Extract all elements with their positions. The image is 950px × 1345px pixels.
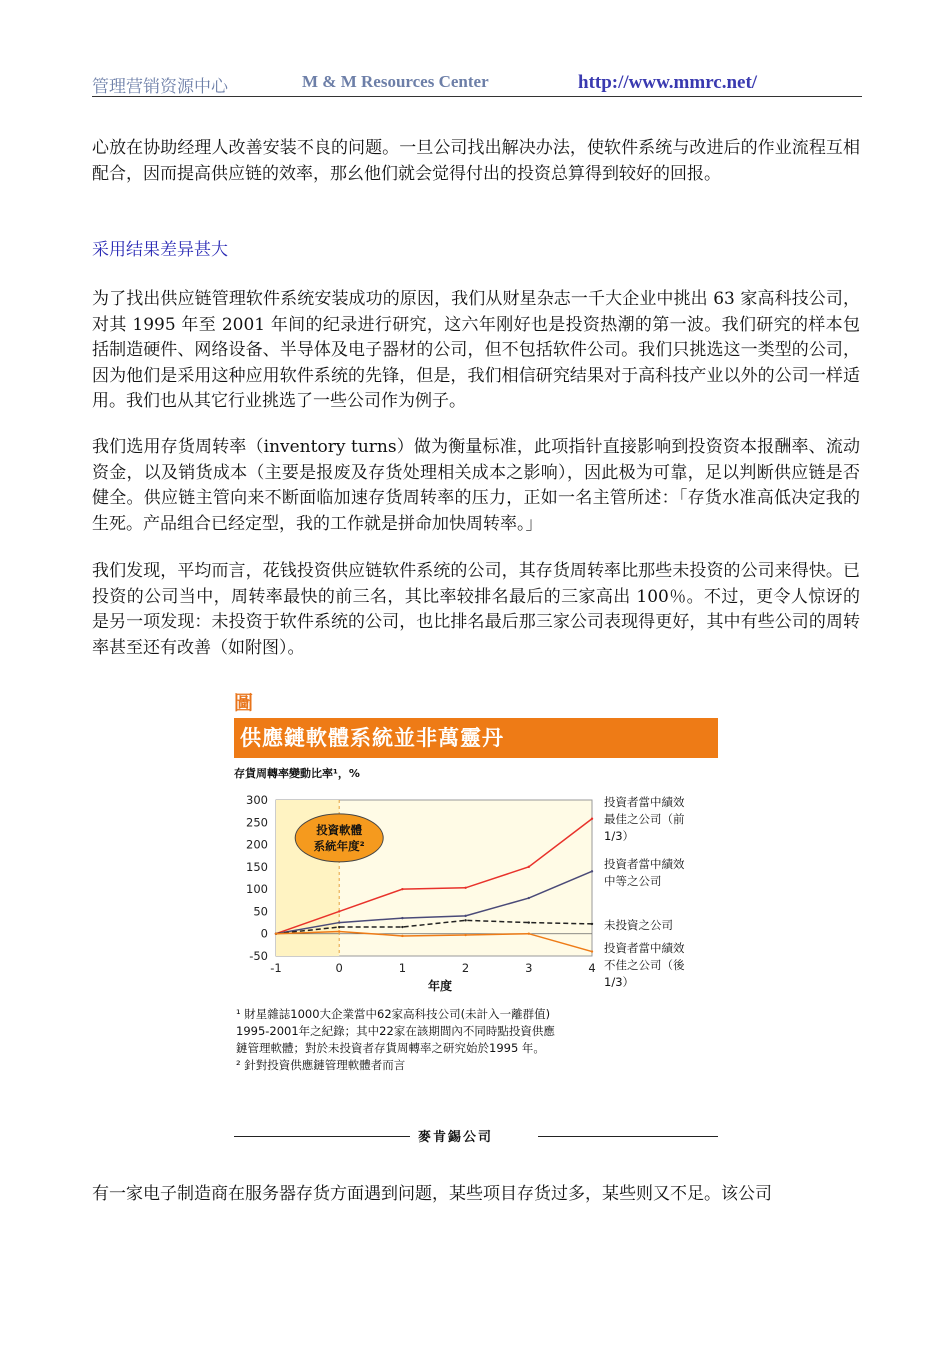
paragraph-5: 有一家电子制造商在服务器存货方面遇到问题，某些项目存货过多，某些则又不足。该公司 <box>92 1184 772 1204</box>
series-1-point <box>464 887 466 889</box>
x-axis-label: 年度 <box>427 979 453 993</box>
y-tick-label: 250 <box>246 815 268 830</box>
x-tick-label: 2 <box>461 961 470 975</box>
legend-label-4: 不佳之公司（後 <box>604 958 685 972</box>
series-4-point <box>401 935 403 937</box>
credit-rule-right <box>538 1136 718 1137</box>
figure-credit: 麥肯錫公司 <box>418 1130 494 1145</box>
header-cn-title: 管理营销资源中心 <box>92 77 228 97</box>
series-2-point <box>528 897 530 899</box>
footnote-line-2: 1995-2001年之紀錄；其中22家在該期間內不同時點投資供應 <box>236 1024 555 1038</box>
bubble-label-line-2: 系統年度² <box>313 838 365 853</box>
y-tick-label: 300 <box>246 793 268 807</box>
x-tick-label: 4 <box>588 961 596 975</box>
footnote-line-1: ¹ 財星雜誌1000大企業當中62家高科技公司(未計入一離群值) <box>236 1007 551 1021</box>
x-tick-label: -1 <box>270 961 282 975</box>
legend-label-4: 1/3） <box>604 975 635 989</box>
figure-banner <box>234 718 718 758</box>
series-2-point <box>591 870 593 872</box>
series-2-point <box>464 915 466 917</box>
paragraph-1: 心放在协助经理人改善安装不良的问题。一旦公司找出解决办法，使软件系统与改进后的作业流程互相配合，因而提高供应链的效率，那幺他们就会觉得付出的投资总算得到较好的回报。 <box>92 138 860 184</box>
paragraph-4: 我们发现，平均而言，花钱投资供应链软件系统的公司，其存货周转率比那些未投资的公司来得快。已投资的公司当中，周转率最快的前三名，其比率较排名最后的三家高出 100％。不过，更令人惊讶的是另一项发现：未投资于软件系统的公司，也比排名最后那三家公司表现得更好，其中有些公司的周转率甚至还有改善（如附图）。 <box>92 561 860 658</box>
x-tick-label: 0 <box>335 961 343 975</box>
series-4-point <box>591 950 593 952</box>
series-4-point <box>275 933 277 935</box>
header-en-title: M & M Resources Center <box>302 72 489 91</box>
series-2-point <box>401 917 403 919</box>
footnote-line-4: ² 針對投資供應鏈管理軟體者而言 <box>236 1058 406 1072</box>
y-tick-label: 50 <box>253 904 268 919</box>
legend-label-1: 投資者當中績效 <box>604 795 685 809</box>
line-chart <box>234 788 718 1018</box>
series-1-point <box>528 866 530 868</box>
series-3-point <box>464 919 466 921</box>
figure <box>234 688 718 1148</box>
y-tick-label: 100 <box>246 882 268 897</box>
series-1-point <box>401 888 403 890</box>
figure-subtitle: 存貨周轉率變動比率¹，% <box>234 767 360 780</box>
bubble-shape <box>295 814 383 862</box>
series-3-point <box>591 923 593 925</box>
x-tick-label: 3 <box>525 961 533 975</box>
series-2-point <box>338 921 340 923</box>
series-4-point <box>338 930 340 932</box>
figure-title: 供應鏈軟體系統並非萬靈丹 <box>240 726 504 750</box>
paragraph-3: 我们选用存货周转率（inventory turns）做为衡量标准，此项指针直接影响到投资资本报酬率、流动资金，以及销货成本（主要是报废及存货处理相关成本之影响），因此极为可靠，足以判断供应链是否健全。供应链主管向来不断面临加速存货周转率的压力，正如一名主管所述：「存货水准高低决定我的生死。产品组合已经定型，我的工作就是拼命加快周转率。」 <box>92 437 860 534</box>
series-3-point <box>528 921 530 923</box>
x-tick-label: 1 <box>398 961 407 975</box>
legend-label-2: 中等之公司 <box>604 874 662 888</box>
figure-mark: 圖 <box>234 692 254 714</box>
legend-label-1: 1/3） <box>604 829 635 843</box>
series-1-point <box>591 818 593 820</box>
footnote-line-3: 鏈管理軟體；對於未投資者存貨周轉率之研究始於1995 年。 <box>236 1041 545 1055</box>
legend-label-4: 投資者當中績效 <box>604 941 685 955</box>
legend-label-3: 未投資之公司 <box>604 918 673 932</box>
section-heading: 采用结果差异甚大 <box>92 240 228 260</box>
series-1-point <box>338 910 340 912</box>
y-tick-label: 0 <box>260 926 268 941</box>
y-tick-label: -50 <box>249 949 268 963</box>
bubble-label-line-1: 投資軟體 <box>316 822 363 837</box>
series-4-point <box>464 934 466 936</box>
series-4-point <box>528 933 530 935</box>
y-tick-label: 200 <box>246 837 268 852</box>
credit-rule-left <box>234 1136 410 1137</box>
paragraph-2: 为了找出供应链管理软件系统安装成功的原因，我们从财星杂志一千大企业中挑出 63 家高科技公司，对其 1995 年至 2001 年间的纪录进行研究，这六年刚好也是投资热潮的第一波。我们研究的样本包括制造硬件、网络设备、半导体及电子器材的公司，但不包括软件公司。我们只挑选这一类型的公司，因为他们是采用这种应用软件系统的先锋，但是，我们相信研究结果对于高科技产业以外的公司一样适用。我们也从其它行业挑选了一些公司作为例子。 <box>92 289 860 411</box>
legend-label-2: 投資者當中績效 <box>604 857 685 871</box>
header-url-link[interactable]: http://www.mmrc.net/ <box>578 72 758 93</box>
series-3-point <box>401 926 403 928</box>
series-3-point <box>338 926 340 928</box>
y-tick-label: 150 <box>246 859 268 874</box>
page-header <box>92 70 862 97</box>
legend-label-1: 最佳之公司（前 <box>604 812 685 826</box>
